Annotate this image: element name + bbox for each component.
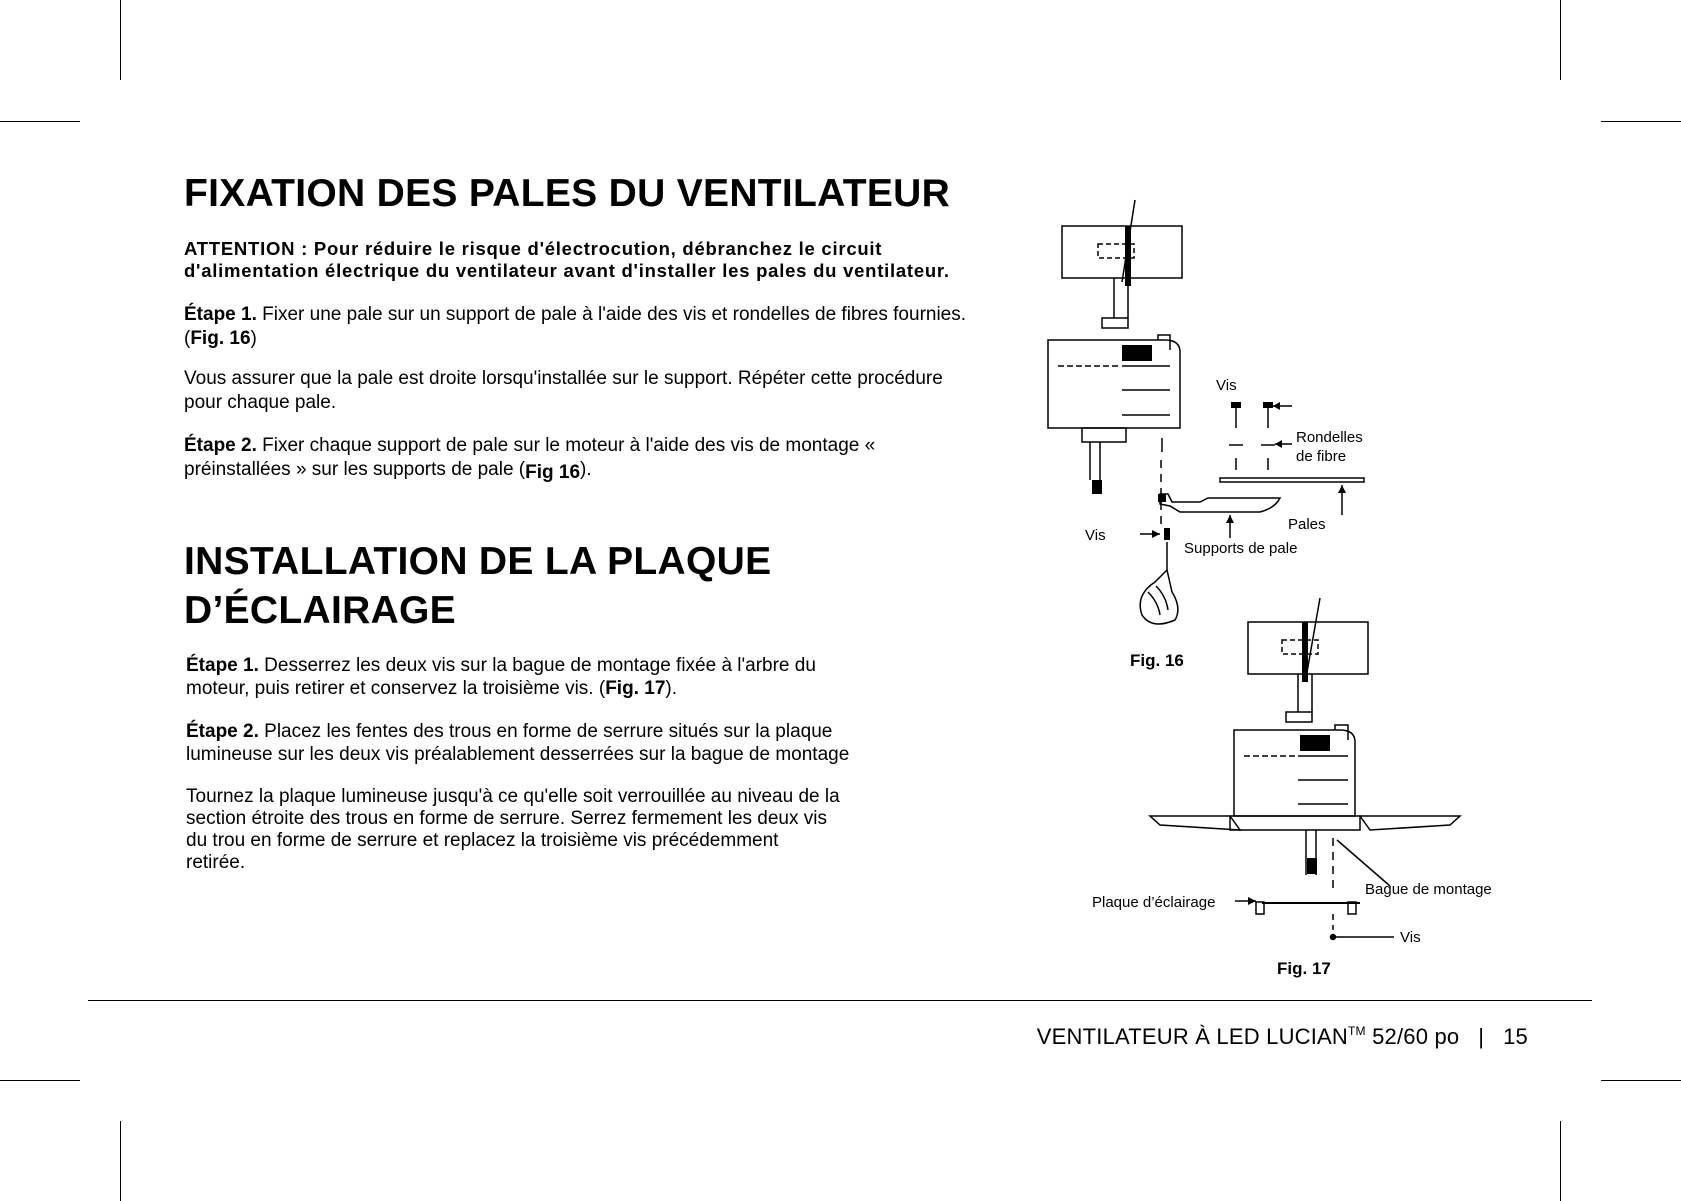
plate-instructions xyxy=(186,786,840,874)
motor-housing xyxy=(1234,730,1355,816)
label-bague: Bague de montage xyxy=(1365,881,1492,898)
para-line: section étroite des trous en forme de serrure. Serrez fermement les deux vis xyxy=(186,808,827,829)
step-text: lumineuse sur les deux vis préalablement desserrées sur la bague de montage xyxy=(186,744,850,765)
step-text: Desserrez les deux vis sur la bague de montage fixée à l'arbre du xyxy=(258,655,816,676)
plate-step-2 xyxy=(186,720,849,766)
arrow-head xyxy=(1338,485,1346,493)
step-text: Placez les fentes des trous en forme de serrure situés sur la plaque xyxy=(258,721,833,742)
para-line: retirée. xyxy=(186,852,246,873)
blade-note xyxy=(184,367,943,415)
label-rondelles: de fibre xyxy=(1296,448,1347,465)
section-title-light-plate xyxy=(184,537,771,635)
page-footer xyxy=(1037,1017,1528,1051)
attention-warning xyxy=(184,238,1024,282)
arrow-head xyxy=(1226,515,1234,523)
note-line: Vous assurer que la pale est droite lorsqu'installée sur le support. Répéter cette procédure xyxy=(184,368,943,389)
motor-connector xyxy=(1335,725,1348,740)
label-rondelles: Rondelles xyxy=(1296,429,1363,446)
motor-mechanism xyxy=(1300,735,1330,751)
arrow-head xyxy=(1152,530,1160,538)
footer-rule xyxy=(88,1000,1592,1001)
step-text: moteur, puis retirer et conservez la troisième vis. ( xyxy=(186,678,606,699)
switch-housing xyxy=(1082,428,1126,442)
step-label: Étape 2. xyxy=(186,721,259,742)
figure-reference: Fig 16 xyxy=(525,462,581,483)
label-vis: Vis xyxy=(1085,527,1106,544)
crop-mark xyxy=(1601,1080,1681,1081)
blade-step-1 xyxy=(184,303,966,351)
figure-reference: Fig. 17 xyxy=(605,678,666,699)
installation-figures xyxy=(1030,190,1610,990)
downrod-coupler xyxy=(1102,318,1128,328)
step-label: Étape 2. xyxy=(184,435,257,456)
blade-left xyxy=(1150,816,1240,830)
screw-head xyxy=(1231,402,1241,408)
motor-mechanism xyxy=(1122,345,1152,361)
arrow-head xyxy=(1275,440,1282,448)
crop-mark xyxy=(1560,0,1561,80)
blade-right xyxy=(1360,816,1460,830)
paren: ) xyxy=(250,328,257,349)
step-text: Fixer chaque support de pale sur le moteur à l'aide des vis de montage « xyxy=(256,435,876,456)
blade-step-2 xyxy=(184,434,875,482)
step-text: Fixer une pale sur un support de pale à l'aide des vis et rondelles de fibres fournies. xyxy=(256,304,967,325)
crop-mark xyxy=(120,0,121,80)
title-line: INSTALLATION DE LA PLAQUE xyxy=(184,540,772,583)
screw-head xyxy=(1263,402,1273,408)
chain-fob xyxy=(1092,480,1102,494)
crop-mark xyxy=(0,1080,80,1081)
hand-fingers xyxy=(1148,586,1168,615)
fig16-caption: Fig. 16 xyxy=(1130,651,1184,670)
attention-line: d'alimentation électrique du ventilateur avant d'installer les pales du ventilateur. xyxy=(184,260,950,281)
fan-canopy xyxy=(1062,226,1182,278)
crop-mark xyxy=(1601,121,1681,122)
downrod-coupler xyxy=(1286,712,1312,722)
para-line: du trou en forme de serrure et replacez la troisième vis précédemment xyxy=(186,830,779,851)
fig17-caption: Fig. 17 xyxy=(1277,959,1331,978)
label-vis: Vis xyxy=(1400,929,1421,946)
para-line: Tournez la plaque lumineuse jusqu'à ce qu'elle soit verrouillée au niveau de la xyxy=(186,786,840,807)
screw-head xyxy=(1164,528,1170,540)
footer-separator: | xyxy=(1478,1024,1485,1049)
plate-step-1 xyxy=(186,654,816,700)
screwdriver-hand xyxy=(1140,570,1178,624)
trademark-symbol: TM xyxy=(1348,1024,1366,1038)
blade xyxy=(1220,478,1364,482)
figure-reference: Fig. 16 xyxy=(190,328,251,349)
paren: ( xyxy=(184,328,191,349)
step-text: ). xyxy=(580,459,592,480)
crop-mark xyxy=(1560,1121,1561,1201)
bague-pointer xyxy=(1337,840,1390,886)
crop-mark xyxy=(120,1121,121,1201)
step-text: ). xyxy=(665,678,677,699)
crop-mark xyxy=(0,121,80,122)
blade-iron xyxy=(1160,494,1280,512)
arrow-head xyxy=(1248,897,1256,905)
page-number: 15 xyxy=(1503,1024,1528,1049)
arrow-head xyxy=(1273,402,1280,410)
step-text: préinstallées » sur les supports de pale ( xyxy=(184,459,526,480)
product-size: 52/60 po xyxy=(1365,1024,1460,1049)
label-plaque: Plaque d’éclairage xyxy=(1092,894,1216,911)
label-vis: Vis xyxy=(1216,377,1237,394)
iron-tab xyxy=(1158,494,1166,502)
leader-line xyxy=(1306,598,1320,678)
step-label: Étape 1. xyxy=(186,655,259,676)
switch-housing xyxy=(1230,816,1360,830)
product-name: VENTILATEUR À LED LUCIAN xyxy=(1036,1024,1349,1049)
chain-fob xyxy=(1307,858,1317,874)
step-label: Étape 1. xyxy=(184,304,257,325)
label-supports: Supports de pale xyxy=(1184,540,1298,557)
title-line: D’ÉCLAIRAGE xyxy=(184,589,456,632)
label-pales: Pales xyxy=(1288,516,1326,533)
motor-connector xyxy=(1158,335,1170,350)
section-title-blade-fixing: FIXATION DES PALES DU VENTILATEUR xyxy=(184,172,951,215)
screw xyxy=(1331,935,1336,940)
attention-line: ATTENTION : Pour réduire le risque d'électrocution, débranchez le circuit xyxy=(184,238,883,259)
note-line: pour chaque pale. xyxy=(184,392,337,413)
fig16-diagram xyxy=(1048,200,1364,624)
